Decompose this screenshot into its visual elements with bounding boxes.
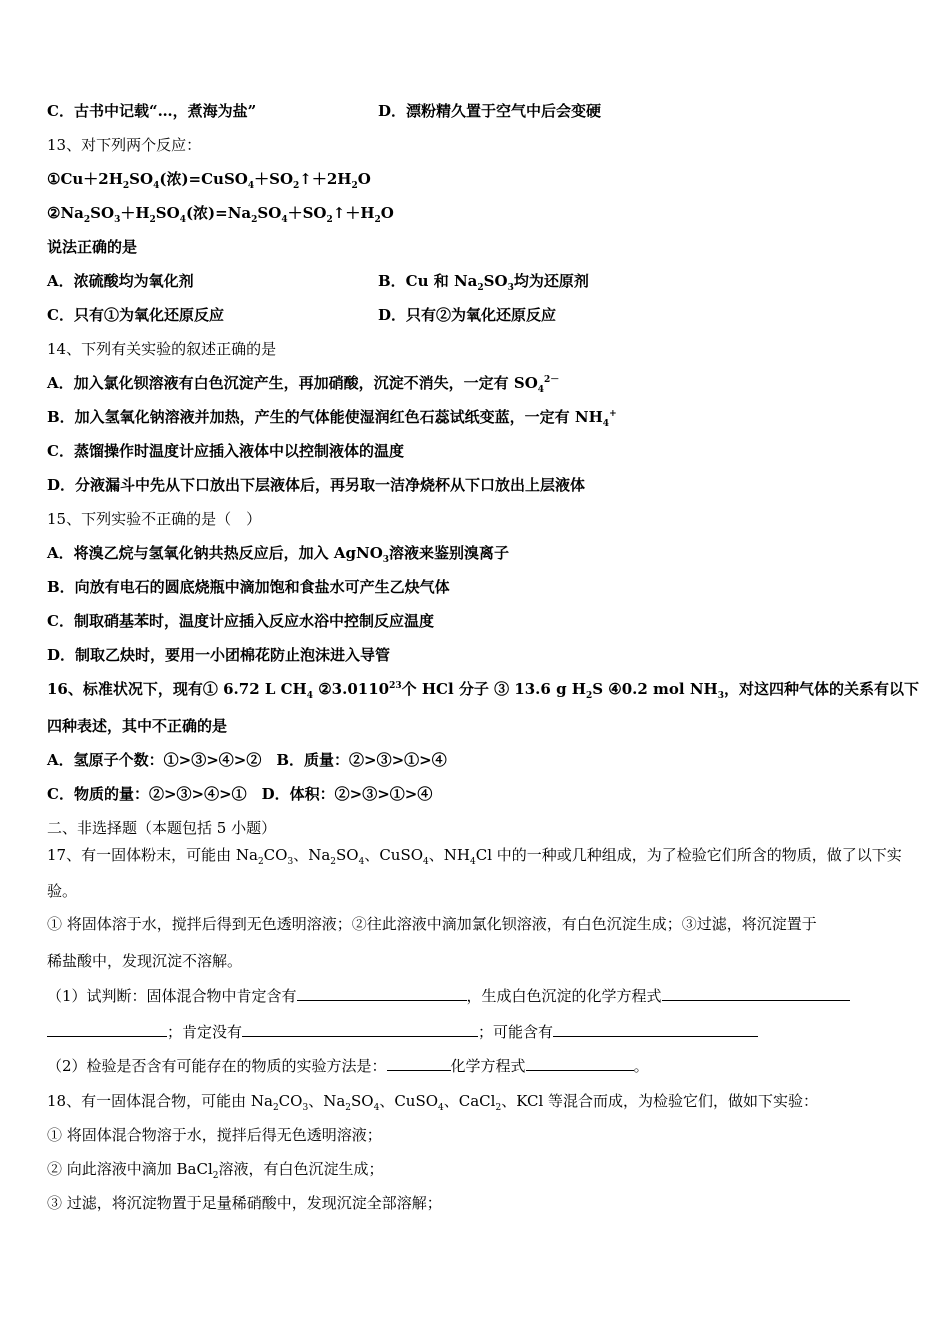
q13-reaction-1: $①Cu+2H_2SO_4$(浓)$=CuSO_4+SO_2↑+2H_2O$ <box>47 170 371 191</box>
q16-stem-line-2: 四种表述，其中不正确的是 <box>47 717 228 735</box>
q13-reaction-2: $②Na_2SO_3+H_2SO_4$(浓)$=Na_2SO_4+SO_2↑+H_2O$ <box>47 204 394 225</box>
answer-blank-equation[interactable] <box>662 985 850 1001</box>
q16-options-ab: A．氢原子个数：①>③>④>② B．质量：②>③>①>④ <box>47 751 447 769</box>
q13-option-c: C．只有①为氧化还原反应 <box>47 306 224 324</box>
q14-option-c: C．蒸馏操作时温度计应插入液体中以控制液体的温度 <box>47 442 404 460</box>
q15-option-d: D．制取乙炔时，要用一小团棉花防止泡沫进入导管 <box>47 646 391 664</box>
q18-step-1: ① 将固体混合物溶于水，搅拌后得无色透明溶液； <box>47 1126 382 1144</box>
q14-option-b: B．加入氢氧化钠溶液并加热，产生的气体能使湿润红色石蕊试纸变蓝，一定有 $NH_4^+$ <box>47 408 617 429</box>
answer-blank-absent[interactable] <box>242 1021 478 1037</box>
q17-part-1-line-2: ；肯定没有 ；可能含有 <box>47 1021 758 1042</box>
q17-part-2: （2）检验是否含有可能存在的物质的实验方法是： 化学方程式 。 <box>47 1057 649 1075</box>
q12-option-d: D．漂粉精久置于空气中后会变硬 <box>378 102 602 120</box>
answer-blank-method[interactable] <box>387 1055 451 1071</box>
answer-blank-equation-cont[interactable] <box>47 1021 167 1037</box>
q17-line-3: ① 将固体溶于水，搅拌后得到无色透明溶液；②往此溶液中滴加氯化钡溶液，有白色沉淀生成；③过滤，将沉淀置于 <box>47 915 817 933</box>
q14-stem: 14、下列有关实验的叙述正确的是 <box>47 340 277 358</box>
answer-blank-method-equation[interactable] <box>526 1055 634 1071</box>
answer-blank-possible[interactable] <box>553 1021 758 1037</box>
q14-option-d: D．分液漏斗中先从下口放出下层液体后，再另取一洁净烧杯从下口放出上层液体 <box>47 476 586 494</box>
q13-option-a: A．浓硫酸均为氧化剂 <box>47 272 194 290</box>
q13-option-d: D．只有②为氧化还原反应 <box>378 306 557 324</box>
section-2-heading: 二、非选择题（本题包括 5 小题） <box>47 819 277 837</box>
q15-stem: 15、下列实验不正确的是（ ） <box>47 510 262 528</box>
q18-line-1: 18、有一固体混合物，可能由 $Na_2CO_3$、$Na_2SO_4$、CuSO$_4$、CaCl$_2$、KCl 等混合而成，为检验它们，做如下实验： <box>47 1092 819 1113</box>
q15-option-c: C．制取硝基苯时，温度计应插入反应水浴中控制反应温度 <box>47 612 434 630</box>
q12-option-c: C．古书中记载“…，煮海为盐” <box>47 102 257 120</box>
q15-option-b: B．向放有电石的圆底烧瓶中滴加饱和食盐水可产生乙炔气体 <box>47 578 450 596</box>
q15-option-a: A．将溴乙烷与氢氧化钠共热反应后，加入 AgNO$_3$溶液来鉴别溴离子 <box>47 544 510 565</box>
q17-line-2: 验。 <box>47 882 78 900</box>
q17-line-4: 稀盐酸中，发现沉淀不溶解。 <box>47 952 243 970</box>
q17-part-1-line-1: （1）试判断：固体混合物中肯定含有 ，生成白色沉淀的化学方程式 <box>47 985 850 1006</box>
q14-option-a: A．加入氯化钡溶液有白色沉淀产生，再加硝酸，沉淀不消失，一定有 $SO_4^{2-}$ <box>47 374 560 395</box>
q18-step-2: ② 向此溶液中滴加 BaCl$_2$溶液，有白色沉淀生成； <box>47 1160 384 1181</box>
q16-options-cd: C．物质的量：②>③>④>① D．体积：②>③>①>④ <box>47 785 433 803</box>
q17-line-1: 17、有一固体粉末，可能由 $Na_2CO_3$、$Na_2SO_4$、CuSO$_4$、$NH_4Cl$ 中的一种或几种组成，为了检验它们所含的物质，做了以下实 <box>47 846 902 867</box>
q16-stem-line-1: 16、标准状况下，现有① 6.72 L $CH_4$ ②3.0110$^{23}$个 HCl 分子 ③ 13.6 g $H_2S$ ④0.2 mol $NH_3$，对这四种气体的关系有以下 <box>47 680 920 701</box>
q13-stem: 13、对下列两个反应： <box>47 136 202 154</box>
q13-option-b: B．Cu 和 $Na_2SO_3$均为还原剂 <box>378 272 589 293</box>
q13-ask: 说法正确的是 <box>47 238 138 256</box>
answer-blank-certain[interactable] <box>297 985 467 1001</box>
q18-step-3: ③ 过滤，将沉淀物置于足量稀硝酸中，发现沉淀全部溶解； <box>47 1194 442 1212</box>
